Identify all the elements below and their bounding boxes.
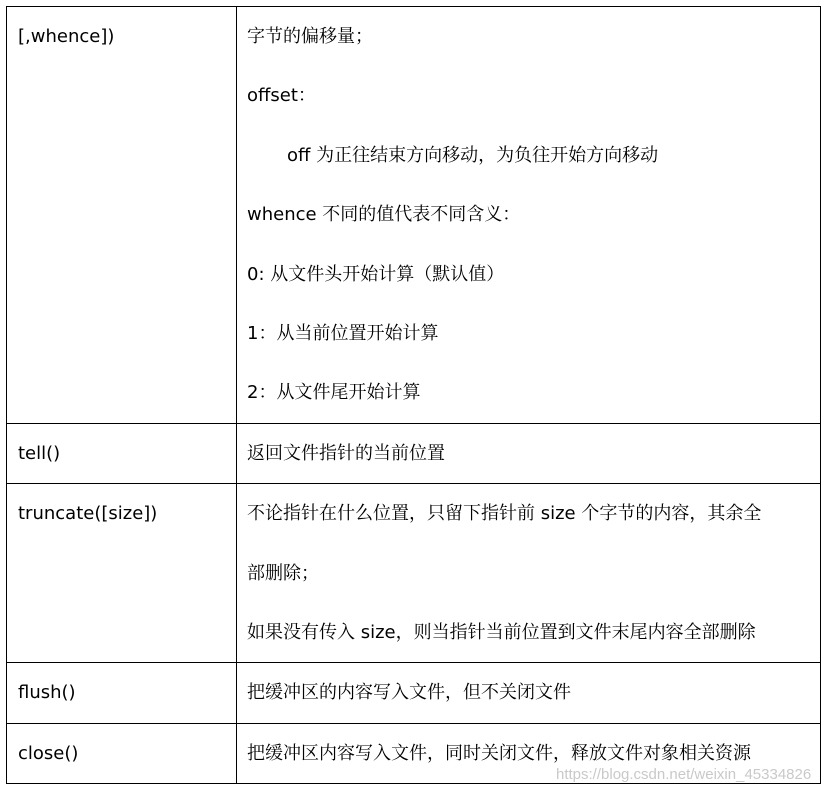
description-line: 不论指针在什么位置，只留下指针前 size 个字节的内容，其余全 [247, 503, 762, 525]
method-name: close() [18, 742, 79, 764]
table-row [7, 663, 821, 723]
description-line: 如果没有传入 size，则当指针当前位置到文件末尾内容全部删除 [247, 621, 756, 643]
watermark: https://blog.csdn.net/weixin_45334826 [556, 766, 812, 783]
description-line: 字节的偏移量； [247, 26, 373, 47]
file-methods-table [6, 6, 821, 784]
description-line: 2：从文件尾开始计算 [247, 382, 421, 404]
description-line: 部删除； [247, 562, 319, 584]
method-name: [,whence]) [18, 26, 115, 47]
method-name: flush() [18, 682, 76, 704]
method-description-cell [237, 7, 821, 424]
description-line: 把缓冲区内容写入文件，同时关闭文件，释放文件对象相关资源 [247, 742, 751, 764]
description-line: 1：从当前位置开始计算 [247, 322, 439, 344]
method-description-cell [237, 484, 821, 663]
table-row [7, 7, 821, 424]
description-line: off 为正往结束方向移动，为负往开始方向移动 [287, 144, 659, 166]
description-line: whence 不同的值代表不同含义： [247, 204, 521, 226]
method-description-cell [237, 423, 821, 483]
table-row [7, 423, 821, 483]
description-line: 返回文件指针的当前位置 [247, 442, 445, 464]
method-name-cell [7, 723, 237, 783]
description-line: 把缓冲区的内容写入文件，但不关闭文件 [247, 682, 571, 704]
method-name: tell() [18, 442, 61, 464]
method-description-cell [237, 663, 821, 723]
method-name: truncate([size]) [18, 503, 158, 525]
table-row [7, 484, 821, 663]
method-name-cell [7, 423, 237, 483]
description-line: offset： [247, 85, 316, 107]
method-name-cell [7, 663, 237, 723]
method-name-cell [7, 7, 237, 424]
description-line: 0: 从文件头开始计算（默认值） [247, 263, 505, 285]
method-name-cell [7, 484, 237, 663]
